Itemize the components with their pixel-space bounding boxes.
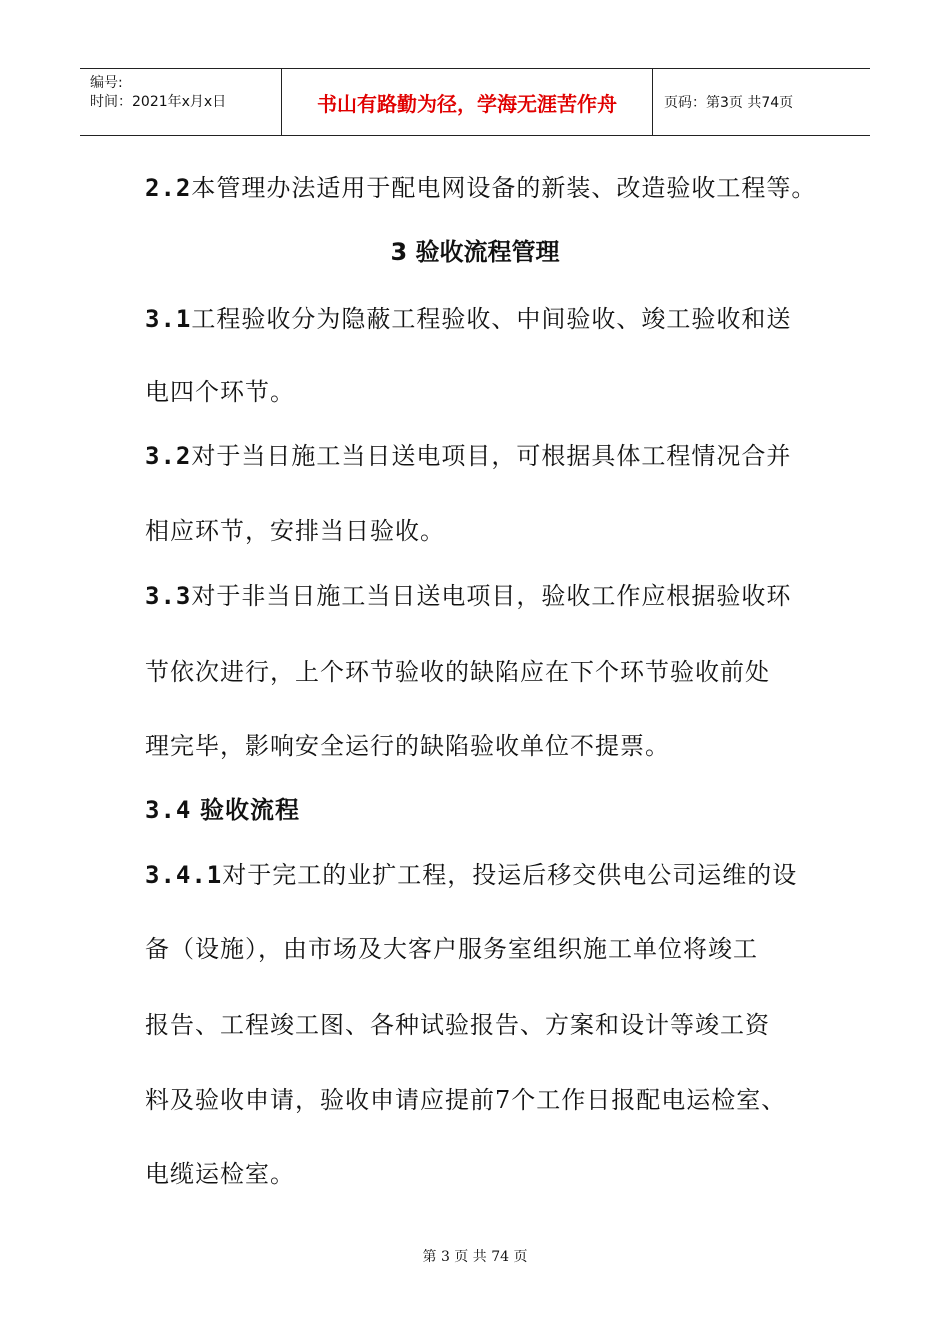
page-header — [80, 68, 870, 136]
paragraph-2-2 — [145, 168, 816, 203]
paragraph-3-2 — [145, 436, 791, 471]
paragraph-text: 对于当日施工当日送电项目，可根据具体工程情况合并 — [191, 442, 792, 470]
paragraph-text: 对于完工的业扩工程，投运后移交供电公司运维的设 — [222, 861, 798, 889]
number-label: 编号: — [90, 75, 123, 91]
clause-number: 3.2 — [145, 442, 192, 470]
clause-number: 3.1 — [145, 305, 192, 333]
paragraph-text: 对于非当日施工当日送电项目，验收工作应根据验收环 — [191, 582, 792, 610]
paragraph-line: 理完毕，影响安全运行的缺陷验收单位不提票。 — [145, 732, 670, 760]
paragraph-line: 料及验收申请，验收申请应提前7个工作日报配电运检室、 — [145, 1086, 787, 1114]
clause-number: 3.4 — [145, 796, 192, 824]
header-divider — [652, 68, 653, 136]
paragraph-line: 节依次进行，上个环节验收的缺陷应在下个环节验收前处 — [145, 658, 770, 686]
header-motto: 书山有路勤为径，学海无涯苦作舟 — [317, 91, 617, 116]
clause-number: 3.3 — [145, 582, 192, 610]
paragraph-line: 备（设施），由市场及大客户服务室组织施工单位将竣工 — [145, 935, 758, 963]
paragraph-line: 电缆运检室。 — [145, 1160, 295, 1188]
subsection-3-4 — [145, 790, 300, 825]
subsection-title: 验收流程 — [200, 796, 300, 824]
paragraph-line: 电四个环节。 — [145, 378, 295, 406]
clause-number: 2.2 — [145, 174, 192, 202]
paragraph-line: 相应环节，安排当日验收。 — [145, 517, 445, 545]
paragraph-3-3 — [145, 576, 791, 611]
header-page-info: 页码：第3页 共74页 — [664, 95, 794, 111]
clause-number: 3.4.1 — [145, 861, 223, 889]
section-heading: 3 验收流程管理 — [390, 238, 560, 266]
paragraph-text: 工程验收分为隐蔽工程验收、中间验收、竣工验收和送 — [191, 305, 792, 333]
paragraph-3-4-1 — [145, 855, 797, 890]
paragraph-text: 本管理办法适用于配电网设备的新装、改造验收工程等。 — [191, 174, 817, 202]
paragraph-line: 报告、工程竣工图、各种试验报告、方案和设计等竣工资 — [145, 1011, 770, 1039]
header-meta — [90, 74, 280, 112]
page-footer: 第 3 页 共 74 页 — [422, 1249, 528, 1265]
paragraph-3-1 — [145, 299, 791, 334]
time-label: 时间：2021年x月x日 — [90, 94, 227, 110]
